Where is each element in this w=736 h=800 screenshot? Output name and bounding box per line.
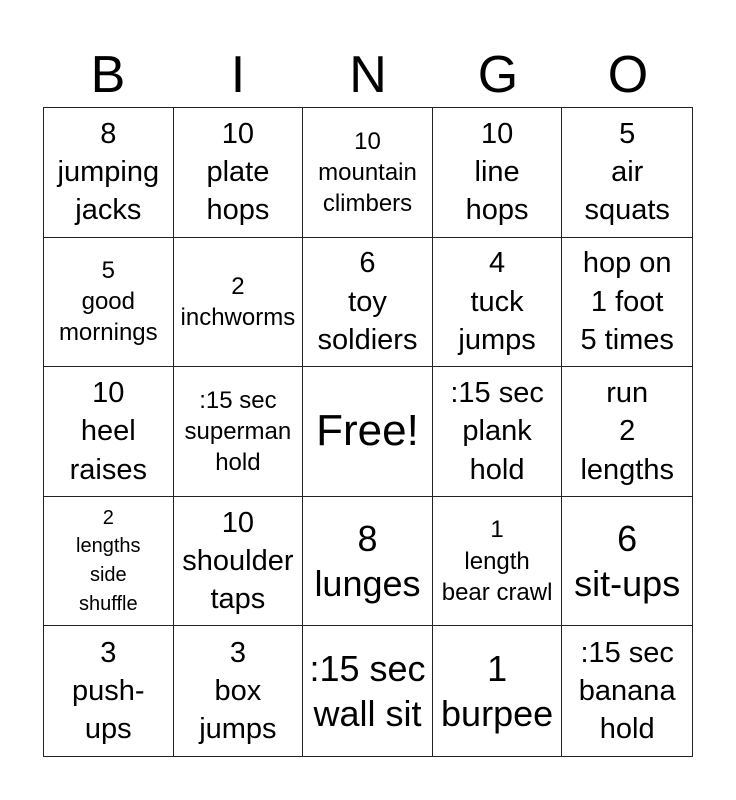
bingo-cell-r3c1[interactable] (44, 367, 174, 497)
cell-text: 5 good mornings (58, 257, 158, 347)
bingo-cell-r5c2[interactable] (174, 626, 304, 756)
cell-text: 10 line hops (465, 117, 529, 227)
bingo-cell-r4c3[interactable] (303, 497, 433, 627)
bingo-cell-r5c1[interactable] (44, 626, 174, 756)
bingo-cell-r1c4[interactable] (433, 108, 563, 238)
bingo-cell-r2c2[interactable] (174, 238, 304, 368)
bingo-cell-free[interactable] (303, 367, 433, 497)
bingo-cell-r1c5[interactable] (562, 108, 692, 238)
bingo-cell-r1c3[interactable] (303, 108, 433, 238)
cell-text: 1 length bear crawl (441, 516, 553, 606)
cell-text: 10 heel raises (69, 377, 147, 486)
cell-text: 6 sit-ups (574, 518, 681, 605)
cell-text: 10 plate hops (206, 117, 270, 227)
bingo-cell-r2c1[interactable] (44, 238, 174, 368)
bingo-cell-r5c4[interactable] (433, 626, 563, 756)
cell-text: :15 sec plank hold (450, 377, 544, 486)
cell-text: :15 sec wall sit (309, 648, 426, 735)
bingo-cell-r1c1[interactable] (44, 108, 174, 238)
bingo-cell-r3c4[interactable] (433, 367, 563, 497)
free-space-text: Free! (316, 406, 419, 456)
bingo-cell-r2c5[interactable] (562, 238, 692, 368)
cell-text: 6 toy soldiers (317, 247, 418, 357)
cell-text: 1 burpee (441, 648, 554, 735)
bingo-cell-r5c5[interactable] (562, 626, 692, 756)
cell-text: :15 sec superman hold (184, 386, 292, 477)
header-letter-b: B (90, 46, 126, 104)
bingo-cell-r1c2[interactable] (174, 108, 304, 238)
header-letter-g: G (477, 46, 519, 104)
cell-text: 4 tuck jumps (458, 247, 536, 357)
bingo-board (43, 107, 693, 757)
bingo-cell-r4c5[interactable] (562, 497, 692, 627)
bingo-cell-r3c5[interactable] (562, 367, 692, 497)
bingo-cell-r2c3[interactable] (303, 238, 433, 368)
bingo-cell-r3c2[interactable] (174, 367, 304, 497)
cell-text: :15 sec banana hold (578, 636, 676, 746)
cell-text: 10 mountain climbers (318, 127, 417, 217)
bingo-cell-r4c4[interactable] (433, 497, 563, 627)
cell-text: 8 jumping jacks (57, 117, 160, 227)
cell-text: 10 shoulder taps (182, 506, 294, 616)
bingo-cell-r2c4[interactable] (433, 238, 563, 368)
cell-text: 8 lunges (314, 518, 421, 605)
header-letter-n: N (349, 46, 387, 104)
cell-text: 5 air squats (584, 117, 670, 227)
cell-text: 2 inchworms (180, 272, 296, 331)
bingo-header (43, 44, 693, 106)
bingo-cell-r5c3[interactable] (303, 626, 433, 756)
header-letter-o: O (607, 46, 649, 104)
cell-text: hop on 1 foot 5 times (580, 247, 674, 357)
cell-text: run 2 lengths (580, 377, 674, 486)
bingo-cell-r4c1[interactable] (44, 497, 174, 627)
bingo-cell-r4c2[interactable] (174, 497, 304, 627)
header-letter-i: I (230, 46, 246, 104)
cell-text: 3 box jumps (199, 636, 277, 746)
cell-text: 3 push- ups (72, 636, 145, 746)
cell-text: 2 lengths side shuffle (76, 506, 141, 615)
